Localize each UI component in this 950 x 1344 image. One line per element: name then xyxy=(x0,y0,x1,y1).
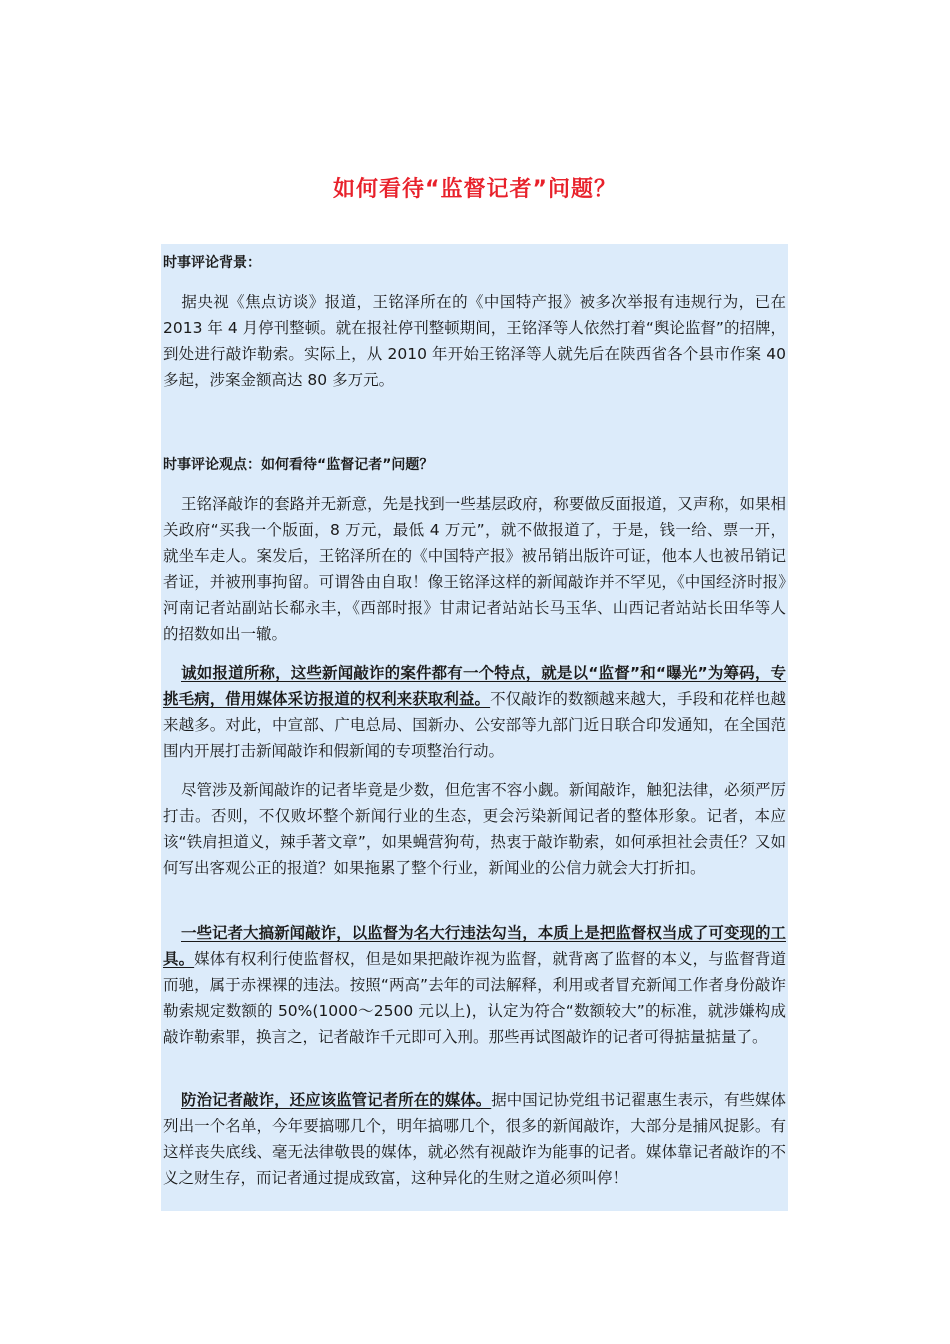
article-title: 如何看待“监督记者”问题？ xyxy=(333,177,617,202)
paragraph-5-body: 据中国记协党组书记翟惠生表示，有些媒体列出一个名单，今年要搞哪几个，明年搞哪几个，很多的新闻敲诈，大部分是捕风捉影。有这样丧失底线、毫无法律敬畏的媒体，就必然有视敲诈为能事的记者。媒体靠记者敲诈的不义之财生存，而记者通过提成致富，这种异化的生财之道必须叫停！ xyxy=(163,1091,786,1187)
paragraph-4-body: 媒体有权利行使监督权，但是如果把敲诈视为监督，就背离了监督的本义，与监督背道而驰，属于赤裸裸的违法。按照“两高”去年的司法解释，利用或者冒充新闻工作者身份敲诈勒索规定数额的 50%(1000～2500 元以上)，认定为符合“数额较大”的标准，就涉嫌构成敲诈勒索罪，换言之，记者敲诈千元即可入刑。那些再试图敲诈的记者可得掂量掂量了。 xyxy=(163,950,786,1046)
viewpoint-label: 时事评论观点：如何看待“监督记者”问题？ xyxy=(163,457,434,473)
paragraph-5-lead: 防治记者敲诈，还应该监管记者所在的媒体。 xyxy=(181,1091,492,1109)
background-label: 时事评论背景： xyxy=(163,255,261,271)
background-paragraph xyxy=(163,289,786,393)
paragraph-1 xyxy=(163,491,786,647)
paragraph-2-body: 不仅敲诈的数额越来越大，手段和花样也越来越多。对此，中宣部、广电总局、国新办、公安部等九部门近日联合印发通知，在全国范围内开展打击新闻敲诈和假新闻的专项整治行动。 xyxy=(163,690,786,760)
paragraph-2 xyxy=(163,660,786,764)
paragraph-5 xyxy=(163,1087,786,1191)
background-text: 据央视《焦点访谈》报道，王铭泽所在的《中国特产报》被多次举报有违规行为，已在 2013 年 4 月停刊整顿。就在报社停刊整顿期间，王铭泽等人依然打着“舆论监督”的招牌，到处进行敲诈勒索。实际上，从 2010 年开始王铭泽等人就先后在陕西省各个县市作案 40 多起，涉案金额高达 80 多万元。 xyxy=(163,293,786,389)
paragraph-2-lead: 诚如报道所称，这些新闻敲诈的案件都有一个特点，就是以“监督”和“曝光”为筹码，专挑毛病，借用媒体采访报道的权利来获取利益。 xyxy=(163,664,786,708)
paragraph-1-body: 王铭泽敲诈的套路并无新意，先是找到一些基层政府，称要做反面报道，又声称，如果相关政府“买我一个版面，8 万元，最低 4 万元”，就不做报道了，于是，钱一给、票一开，就坐车走人。案发后，王铭泽所在的《中国特产报》被吊销出版许可证，他本人也被吊销记者证，并被刑事拘留。可谓咎由自取！像王铭泽这样的新闻敲诈并不罕见，《中国经济时报》河南记者站副站长郗永丰，《西部时报》甘肃记者站站长马玉华、山西记者站站长田华等人的招数如出一辙。 xyxy=(163,495,786,643)
paragraph-3 xyxy=(163,777,786,881)
paragraph-3-body: 尽管涉及新闻敲诈的记者毕竟是少数，但危害不容小觑。新闻敲诈，触犯法律，必须严厉打击。否则，不仅败坏整个新闻行业的生态，更会污染新闻记者的整体形象。记者，本应该“铁肩担道义，辣手著文章”，如果蝇营狗苟，热衷于敲诈勒索，如何承担社会责任？又如何写出客观公正的报道？如果拖累了整个行业，新闻业的公信力就会大打折扣。 xyxy=(163,781,786,877)
paragraph-4 xyxy=(163,920,786,1050)
paragraph-4-lead: 一些记者大搞新闻敲诈，以监督为名大行违法勾当，本质上是把监督权当成了可变现的工具。 xyxy=(163,924,786,968)
